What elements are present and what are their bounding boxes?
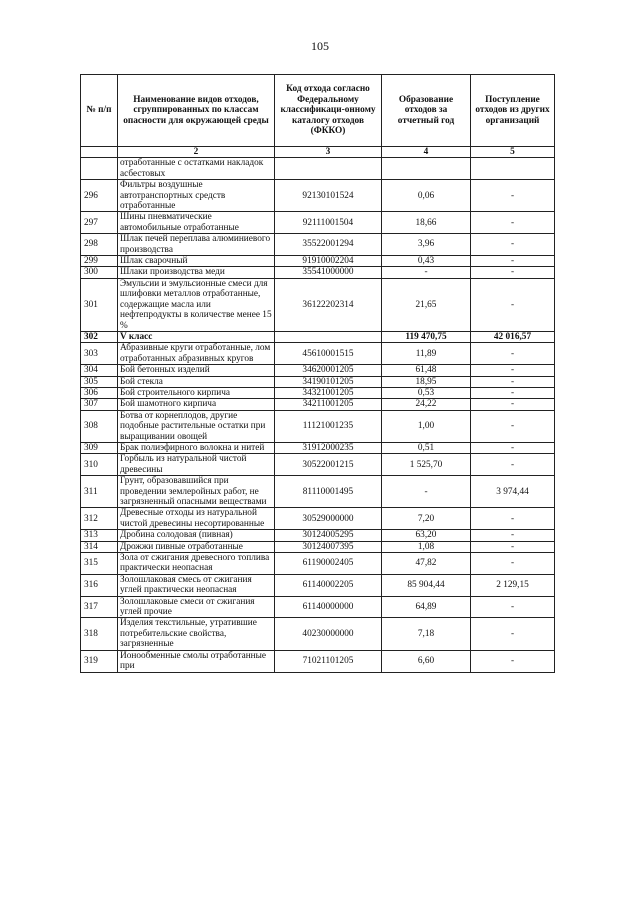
row-number: 303 — [81, 343, 118, 365]
col-index: 5 — [471, 147, 555, 158]
waste-name: Бой стекла — [118, 376, 275, 387]
fkko-code: 11121001235 — [275, 410, 382, 442]
fkko-code: 92111001504 — [275, 212, 382, 234]
waste-name: Золошлаковые смеси от сжигания углей прочие — [118, 596, 275, 618]
waste-name: Бой шамотного кирпича — [118, 399, 275, 410]
waste-name: Шлаки производства меди — [118, 267, 275, 278]
table-row — [81, 180, 555, 212]
table-row — [81, 343, 555, 365]
received-amount: - — [471, 343, 555, 365]
formed-amount: 18,66 — [382, 212, 471, 234]
formed-amount: 7,20 — [382, 508, 471, 530]
col-index: 3 — [275, 147, 382, 158]
row-number — [81, 158, 118, 180]
received-amount: - — [471, 618, 555, 650]
received-amount: - — [471, 410, 555, 442]
row-number: 296 — [81, 180, 118, 212]
waste-table — [80, 74, 555, 673]
received-amount: - — [471, 256, 555, 267]
row-number: 309 — [81, 442, 118, 453]
table-row — [81, 410, 555, 442]
waste-name: Зола от сжигания древесного топлива практически неопасная — [118, 553, 275, 575]
row-number: 315 — [81, 553, 118, 575]
fkko-code: 34620001205 — [275, 365, 382, 376]
fkko-code: 34190101205 — [275, 376, 382, 387]
received-amount: 42 016,57 — [471, 331, 555, 342]
col-index: 2 — [118, 147, 275, 158]
waste-name: Древесные отходы из натуральной чистой древесины несортированные — [118, 508, 275, 530]
formed-amount: 0,51 — [382, 442, 471, 453]
row-number: 317 — [81, 596, 118, 618]
row-number: 301 — [81, 278, 118, 331]
received-amount: - — [471, 387, 555, 398]
table-row — [81, 553, 555, 575]
received-amount: - — [471, 212, 555, 234]
table-row — [81, 387, 555, 398]
table-row — [81, 574, 555, 596]
page-number: 105 — [311, 39, 329, 53]
row-number: 299 — [81, 256, 118, 267]
table-row — [81, 508, 555, 530]
row-number: 306 — [81, 387, 118, 398]
col-index — [81, 147, 118, 158]
received-amount: - — [471, 376, 555, 387]
fkko-code: 91910002204 — [275, 256, 382, 267]
formed-amount: 47,82 — [382, 553, 471, 575]
waste-name: Шлак печей переплава алюминиевого производства — [118, 234, 275, 256]
table-row — [81, 399, 555, 410]
formed-amount: 63,20 — [382, 530, 471, 541]
formed-amount: 119 470,75 — [382, 331, 471, 342]
waste-name: Брак полиэфирного волокна и нитей — [118, 442, 275, 453]
waste-name: Дробина солодовая (пивная) — [118, 530, 275, 541]
waste-name: Шлак сварочный — [118, 256, 275, 267]
formed-amount: 11,89 — [382, 343, 471, 365]
fkko-code — [275, 158, 382, 180]
table-row — [81, 267, 555, 278]
table-row — [81, 256, 555, 267]
row-number: 311 — [81, 476, 118, 508]
row-number: 302 — [81, 331, 118, 342]
row-number: 300 — [81, 267, 118, 278]
table-row — [81, 442, 555, 453]
formed-amount: - — [382, 476, 471, 508]
formed-amount: 24,22 — [382, 399, 471, 410]
row-number: 305 — [81, 376, 118, 387]
formed-amount: - — [382, 267, 471, 278]
formed-amount: 21,65 — [382, 278, 471, 331]
row-number: 316 — [81, 574, 118, 596]
formed-amount — [382, 158, 471, 180]
col-header-received: Поступление отходов из других организаций — [471, 75, 555, 147]
fkko-code: 35541000000 — [275, 267, 382, 278]
formed-amount: 0,43 — [382, 256, 471, 267]
received-amount: 2 129,15 — [471, 574, 555, 596]
table-row — [81, 454, 555, 476]
table-row — [81, 158, 555, 180]
waste-name: Ионообменные смолы отработанные при — [118, 650, 275, 672]
table-header-row — [81, 75, 555, 147]
received-amount: - — [471, 399, 555, 410]
received-amount: - — [471, 267, 555, 278]
table-row — [81, 650, 555, 672]
col-header-code: Код отхода согласно Федеральному классификаци-онному каталогу отходов (ФККО) — [275, 75, 382, 147]
waste-name: Эмульсии и эмульсионные смеси для шлифовки металлов отработанные, содержащие масла или нефтепродукты в количестве менее 15 % — [118, 278, 275, 331]
table-row — [81, 530, 555, 541]
table-row — [81, 331, 555, 342]
table-row — [81, 618, 555, 650]
waste-name: Бой бетонных изделий — [118, 365, 275, 376]
formed-amount: 1,00 — [382, 410, 471, 442]
waste-name: Бой строительного кирпича — [118, 387, 275, 398]
waste-name: Дрожжи пивные отработанные — [118, 541, 275, 552]
fkko-code: 40230000000 — [275, 618, 382, 650]
fkko-code: 36122202314 — [275, 278, 382, 331]
received-amount: - — [471, 278, 555, 331]
formed-amount: 1,08 — [382, 541, 471, 552]
row-number: 312 — [81, 508, 118, 530]
waste-name: Абразивные круги отработанные, лом отработанных абразивных кругов — [118, 343, 275, 365]
formed-amount: 1 525,70 — [382, 454, 471, 476]
fkko-code: 92130101524 — [275, 180, 382, 212]
received-amount: - — [471, 650, 555, 672]
received-amount: - — [471, 234, 555, 256]
received-amount: - — [471, 553, 555, 575]
formed-amount: 0,06 — [382, 180, 471, 212]
formed-amount: 61,48 — [382, 365, 471, 376]
row-number: 304 — [81, 365, 118, 376]
fkko-code: 30522001215 — [275, 454, 382, 476]
waste-name: Горбыль из натуральной чистой древесины — [118, 454, 275, 476]
row-number: 297 — [81, 212, 118, 234]
waste-name: отработанные с остатками накладок асбестовых — [118, 158, 275, 180]
table-row — [81, 596, 555, 618]
received-amount: - — [471, 365, 555, 376]
table-row — [81, 234, 555, 256]
table-row — [81, 365, 555, 376]
formed-amount: 6,60 — [382, 650, 471, 672]
received-amount: - — [471, 530, 555, 541]
received-amount: 3 974,44 — [471, 476, 555, 508]
fkko-code — [275, 331, 382, 342]
fkko-code: 34321001205 — [275, 387, 382, 398]
received-amount: - — [471, 541, 555, 552]
fkko-code: 34211001205 — [275, 399, 382, 410]
waste-name: Фильтры воздушные автотранспортных средств отработанные — [118, 180, 275, 212]
row-number: 307 — [81, 399, 118, 410]
table-row — [81, 212, 555, 234]
col-header-formed: Образование отходов за отчетный год — [382, 75, 471, 147]
received-amount: - — [471, 596, 555, 618]
received-amount: - — [471, 180, 555, 212]
fkko-code: 30124007395 — [275, 541, 382, 552]
col-index: 4 — [382, 147, 471, 158]
col-header-num: № п/п — [81, 75, 118, 147]
fkko-code: 30529000000 — [275, 508, 382, 530]
row-number: 310 — [81, 454, 118, 476]
fkko-code: 45610001515 — [275, 343, 382, 365]
table-row — [81, 376, 555, 387]
fkko-code: 61140000000 — [275, 596, 382, 618]
row-number: 319 — [81, 650, 118, 672]
fkko-code: 71021101205 — [275, 650, 382, 672]
formed-amount: 18,95 — [382, 376, 471, 387]
table-row — [81, 476, 555, 508]
fkko-code: 81110001495 — [275, 476, 382, 508]
waste-name: Изделия текстильные, утратившие потребительские свойства, загрязненные — [118, 618, 275, 650]
table-row — [81, 541, 555, 552]
table-row — [81, 278, 555, 331]
formed-amount: 64,89 — [382, 596, 471, 618]
fkko-code: 61140002205 — [275, 574, 382, 596]
fkko-code: 61190002405 — [275, 553, 382, 575]
fkko-code: 30124005295 — [275, 530, 382, 541]
row-number: 314 — [81, 541, 118, 552]
row-number: 308 — [81, 410, 118, 442]
row-number: 313 — [81, 530, 118, 541]
formed-amount: 0,53 — [382, 387, 471, 398]
formed-amount: 3,96 — [382, 234, 471, 256]
waste-name: Шины пневматические автомобильные отработанные — [118, 212, 275, 234]
waste-name: Ботва от корнеплодов, другие подобные растительные остатки при выращивании овощей — [118, 410, 275, 442]
fkko-code: 35522001294 — [275, 234, 382, 256]
received-amount: - — [471, 442, 555, 453]
received-amount: - — [471, 508, 555, 530]
received-amount — [471, 158, 555, 180]
waste-name: Грунт, образовавшийся при проведении землеройных работ, не загрязненный опасными веществами — [118, 476, 275, 508]
table-body — [81, 158, 555, 672]
row-number: 298 — [81, 234, 118, 256]
waste-name: Золошлаковая смесь от сжигания углей практически неопасная — [118, 574, 275, 596]
formed-amount: 7,18 — [382, 618, 471, 650]
row-number: 318 — [81, 618, 118, 650]
fkko-code: 31912000235 — [275, 442, 382, 453]
col-header-name: Наименование видов отходов, сгруппированных по классам опасности для окружающей среды — [118, 75, 275, 147]
column-index-row — [81, 147, 555, 158]
received-amount: - — [471, 454, 555, 476]
waste-name: V класс — [118, 331, 275, 342]
formed-amount: 85 904,44 — [382, 574, 471, 596]
